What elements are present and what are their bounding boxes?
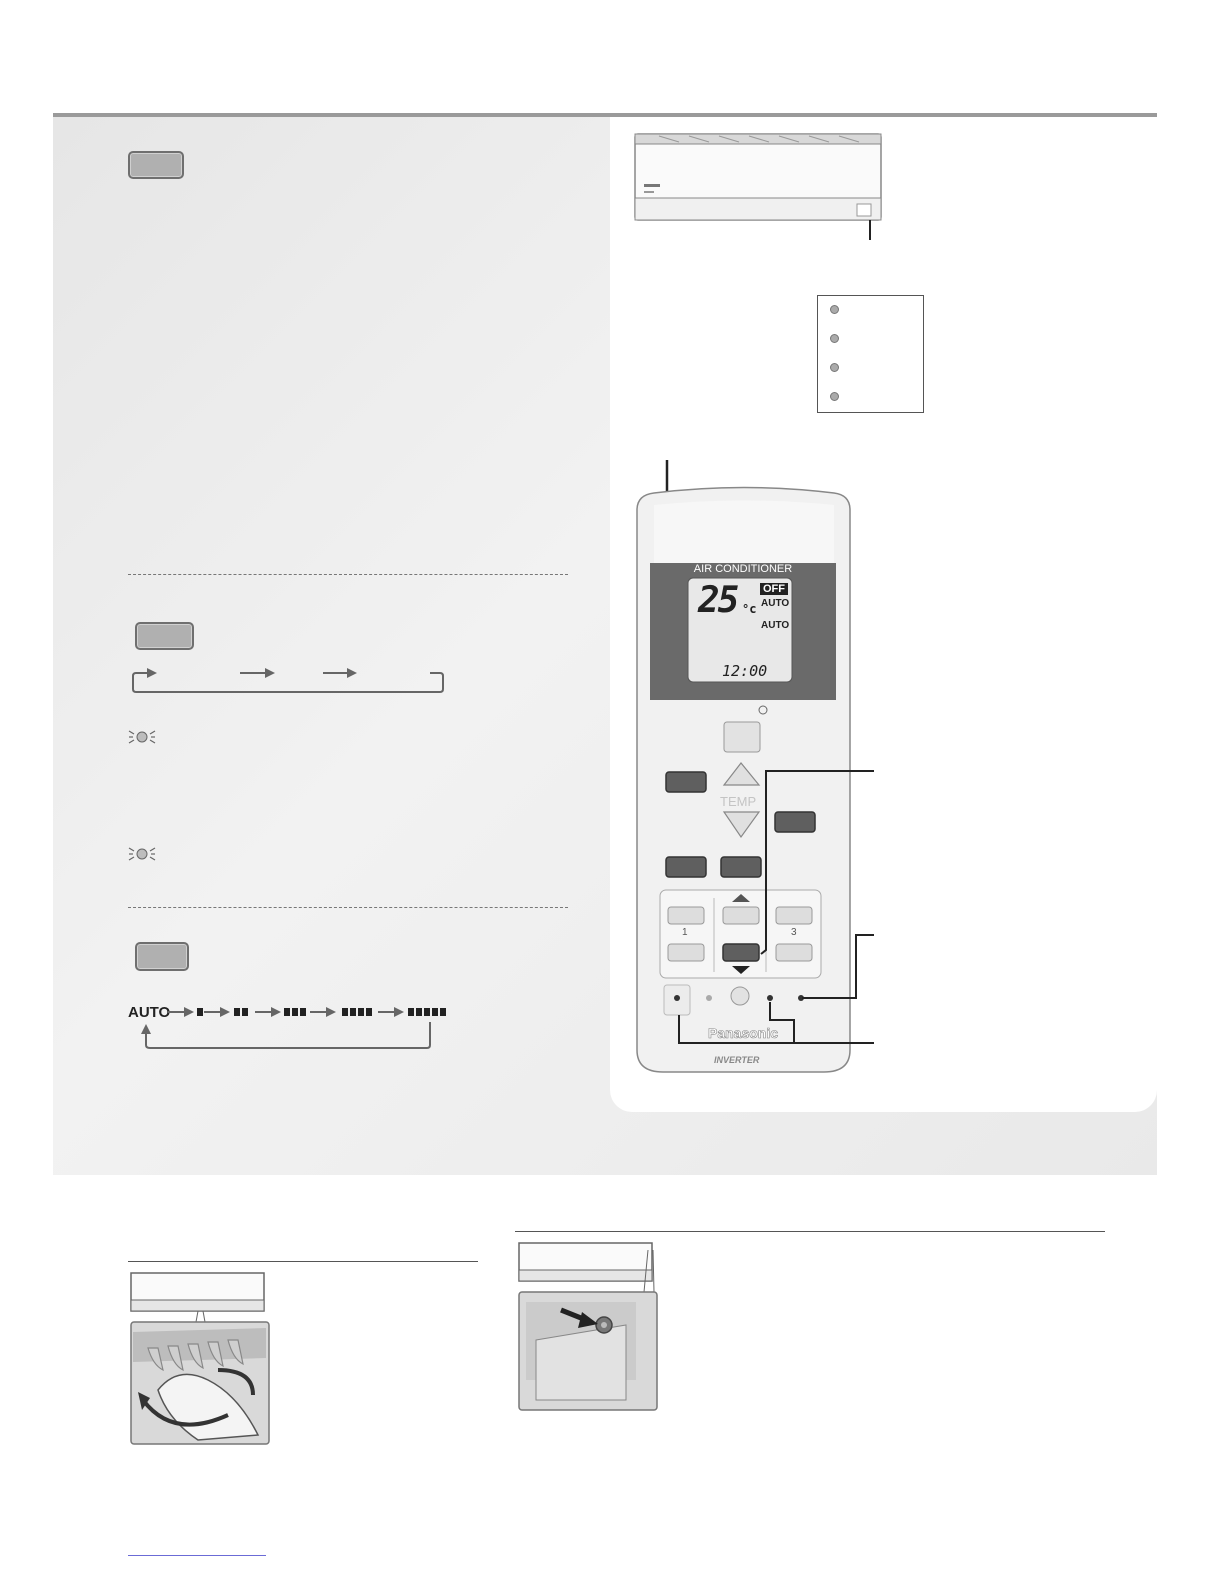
lcd-mode-auto: AUTO (761, 598, 790, 609)
indicator-lamp (830, 305, 839, 314)
fan-auto-label: AUTO (128, 1004, 171, 1021)
section-divider (128, 574, 568, 575)
timer-label-3: 3 (791, 927, 797, 938)
indicator-lamp (830, 334, 839, 343)
inverter-logo: INVERTER (714, 1055, 760, 1065)
section-divider (128, 907, 568, 908)
lcd-fan-auto: AUTO (761, 620, 790, 631)
indoor-unit-illustration (634, 132, 884, 242)
powerful-key-icon (135, 622, 194, 650)
indicator-lamp (830, 392, 839, 401)
bottom-right-rule (515, 1231, 1105, 1232)
operation-cycle-diagram (125, 660, 455, 695)
lcd-clock: 12:00 (722, 662, 768, 680)
fan-speed-key-icon (135, 942, 189, 971)
fan-speed-cycle-diagram (128, 1000, 458, 1055)
blinking-indicator-icon (126, 843, 158, 865)
lcd-temp-unit: °c (742, 602, 757, 616)
temp-label: TEMP (720, 794, 757, 809)
manual-louver-illustration (128, 1270, 273, 1450)
indicator-lamp (830, 363, 839, 372)
footer-underline (128, 1555, 266, 1556)
lcd-temperature: 25 (698, 580, 738, 621)
remote-control-illustration (634, 460, 884, 1100)
timer-label-1: 1 (682, 927, 688, 938)
bottom-left-rule (128, 1261, 478, 1262)
indicator-panel (817, 295, 924, 413)
lcd-title: AIR CONDITIONER (693, 563, 793, 575)
auto-switch-illustration (516, 1240, 661, 1415)
blinking-indicator-icon (126, 726, 158, 748)
mode-key-icon (128, 151, 184, 179)
brand-logo: Panasonic (708, 1025, 779, 1041)
lcd-off-badge: OFF (760, 583, 788, 595)
